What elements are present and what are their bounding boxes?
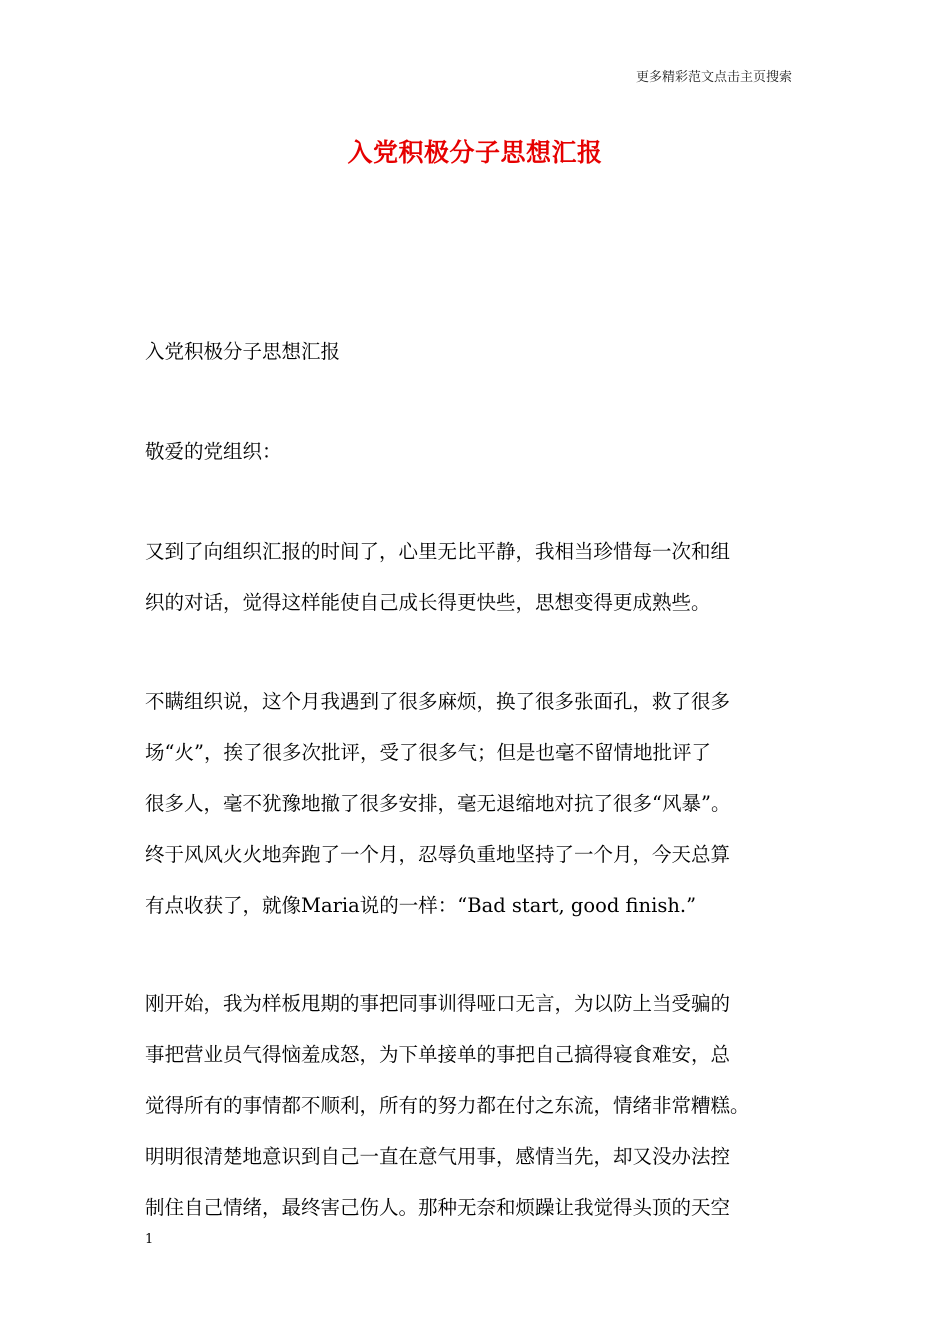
paragraph-line: 事把营业员气得恼羞成怒，为下单接单的事把自己搞得寝食难安，总 — [145, 1043, 731, 1066]
document-subtitle: 入党积极分子思想汇报 — [145, 340, 341, 363]
page-number: 1 — [145, 1232, 154, 1247]
paragraph-line: 又到了向组织汇报的时间了，心里无比平静，我相当珍惜每一次和组 — [145, 540, 731, 563]
document-title: 入党积极分子思想汇报 — [347, 138, 603, 167]
paragraph-2 — [145, 676, 825, 931]
paragraph-1 — [145, 526, 825, 628]
paragraph-line: 不瞒组织说，这个月我遇到了很多麻烦，换了很多张面孔，救了很多 — [145, 690, 731, 713]
paragraph-line: 觉得所有的事情都不顺利，所有的努力都在付之东流，情绪非常糟糕。 — [145, 1094, 750, 1117]
paragraph-line: 刚开始，我为样板甩期的事把同事训得哑口无言，为以防上当受骗的 — [145, 992, 731, 1015]
paragraph-line: 制住自己情绪，最终害己伤人。那种无奈和烦躁让我觉得头顶的天空 — [145, 1196, 731, 1219]
paragraph-line: 明明很清楚地意识到自己一直在意气用事，感情当先，却又没办法控 — [145, 1145, 731, 1168]
paragraph-3 — [145, 978, 825, 1233]
paragraph-line: 终于风风火火地奔跑了一个月，忍辱负重地坚持了一个月，今天总算 — [145, 843, 731, 866]
paragraph-line: 场“火”，挨了很多次批评，受了很多气；但是也毫不留情地批评了 — [145, 741, 711, 764]
paragraph-line: 有点收获了，就像Maria说的一样：“Bad start, good finish.” — [145, 894, 697, 917]
paragraph-line: 很多人，毫不犹豫地撤了很多安排，毫无退缩地对抗了很多“风暴”。 — [145, 792, 731, 815]
paragraph-line: 织的对话，觉得这样能使自己成长得更快些，思想变得更成熟些。 — [145, 591, 711, 614]
salutation: 敬爱的党组织： — [145, 440, 282, 463]
header-note: 更多精彩范文点击主页搜索 — [636, 70, 793, 85]
